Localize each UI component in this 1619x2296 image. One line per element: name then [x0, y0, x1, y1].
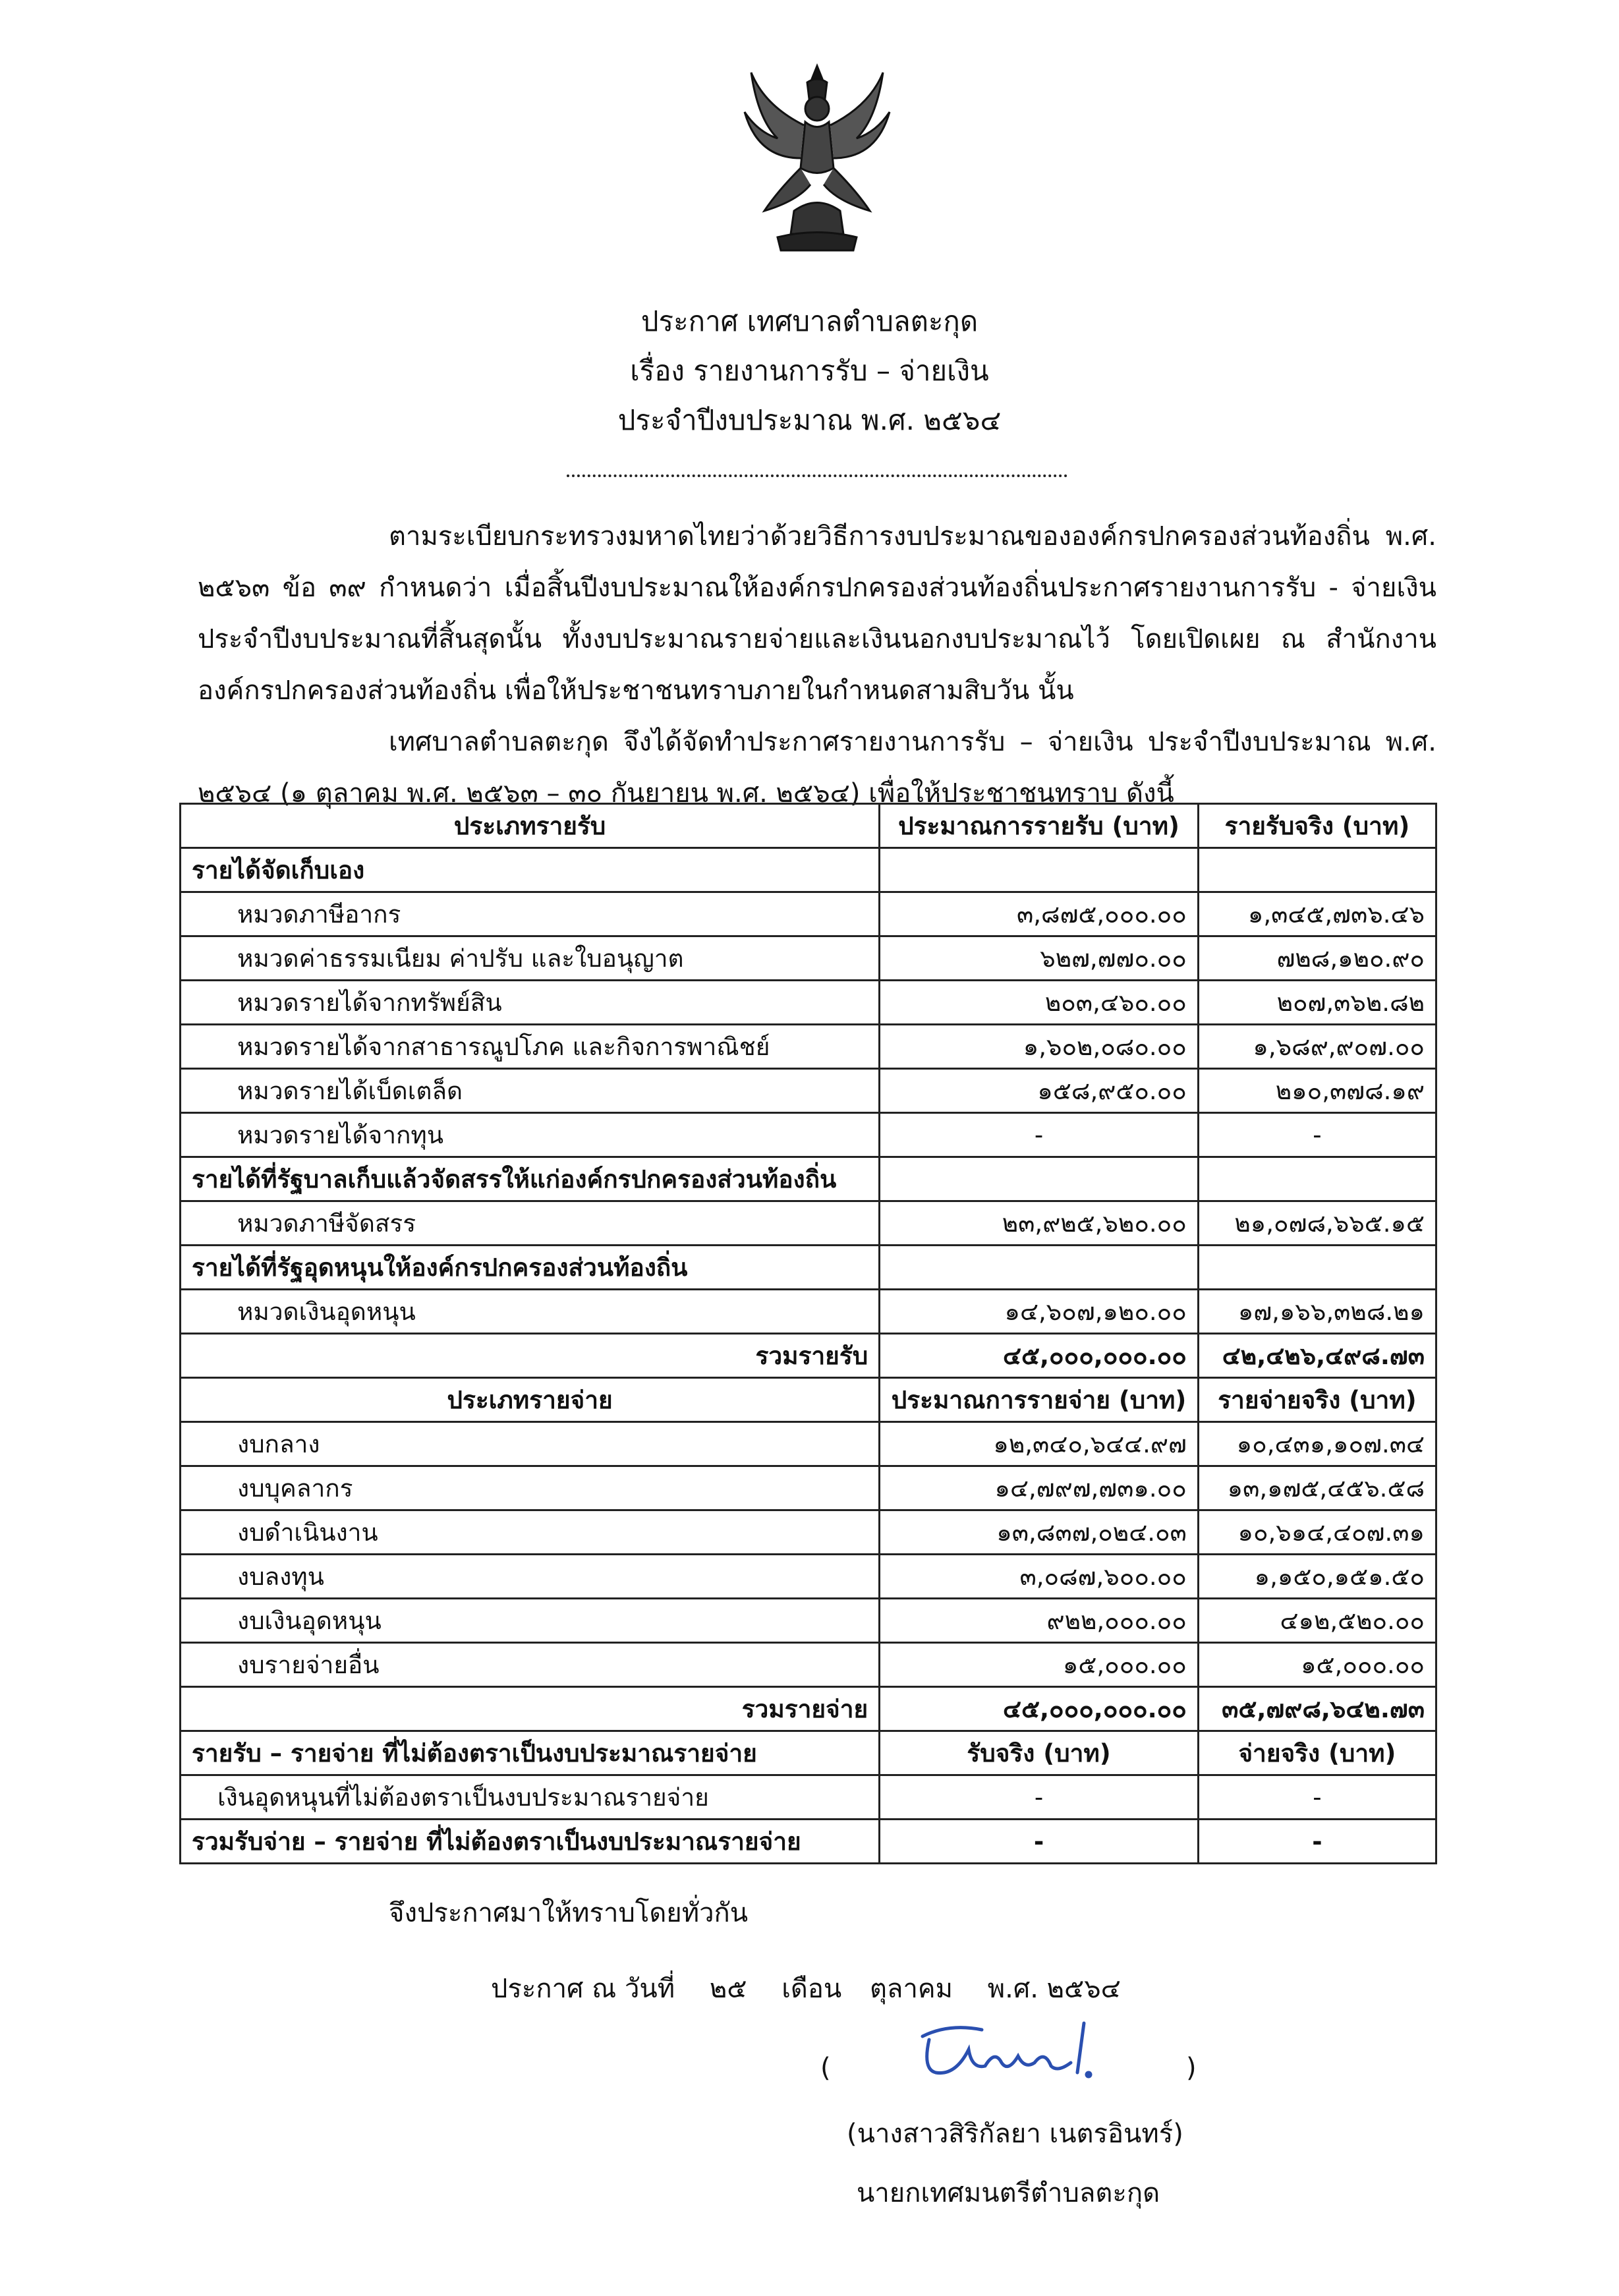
expense-estimate-header: ประมาณการรายจ่าย (บาท) [880, 1378, 1199, 1422]
row-name: งบเงินอุดหนุน [181, 1599, 880, 1643]
row-estimate: ๑๕๘,๙๕๐.๐๐ [880, 1069, 1199, 1113]
table-row [181, 981, 1436, 1025]
row-name: งบรายจ่ายอื่น [181, 1643, 880, 1687]
row-actual: ๗๒๘,๑๒๐.๙๐ [1198, 936, 1436, 981]
expense-type-header: ประเภทรายจ่าย [181, 1378, 880, 1422]
group-label: รายได้ที่รัฐอุดหนุนให้องค์กรปกครองส่วนท้องถิ่น [181, 1246, 880, 1290]
total-actual: ๓๕,๗๙๘,๖๔๒.๗๓ [1198, 1687, 1436, 1731]
table-row [181, 1201, 1436, 1246]
table-row [181, 1555, 1436, 1599]
signer-name: (นางสาวสิริกัลยา เนตรอินทร์) [847, 2119, 1183, 2149]
row-actual: ๔๑๒,๕๒๐.๐๐ [1198, 1599, 1436, 1643]
budget-table [179, 803, 1437, 1864]
row-name: หมวดรายได้จากทุน [181, 1113, 880, 1157]
row-received: - [880, 1775, 1199, 1820]
nonbudget-received-header: รับจริง (บาท) [880, 1731, 1199, 1775]
row-name: หมวดภาษีจัดสรร [181, 1201, 880, 1246]
row-actual: - [1198, 1113, 1436, 1157]
row-estimate: ๓,๐๘๗,๖๐๐.๐๐ [880, 1555, 1199, 1599]
group-label: รายได้จัดเก็บเอง [181, 848, 880, 892]
row-actual: ๑,๖๘๙,๙๐๗.๐๐ [1198, 1025, 1436, 1069]
row-name: หมวดค่าธรรมเนียม ค่าปรับ และใบอนุญาต [181, 936, 880, 981]
handwritten-signature [909, 2010, 1127, 2089]
table-row [181, 1025, 1436, 1069]
date-prefix: ประกาศ ณ วันที่ [491, 1974, 675, 2004]
garuda-emblem-icon [738, 59, 896, 257]
total-received: - [880, 1820, 1199, 1864]
date-month: ตุลาคม [869, 1974, 953, 2004]
table-row [181, 892, 1436, 936]
row-actual: ๑,๑๕๐,๑๕๑.๕๐ [1198, 1555, 1436, 1599]
row-name: หมวดเงินอุดหนุน [181, 1290, 880, 1334]
income-total-row [181, 1334, 1436, 1378]
income-estimate-header: ประมาณการรายรับ (บาท) [880, 804, 1199, 848]
table-row [181, 1643, 1436, 1687]
row-estimate: ๖๒๗,๗๗๐.๐๐ [880, 936, 1199, 981]
row-estimate: ๑,๖๐๒,๐๘๐.๐๐ [880, 1025, 1199, 1069]
row-estimate: ๒๐๓,๔๖๐.๐๐ [880, 981, 1199, 1025]
row-actual: ๒๐๗,๓๖๒.๘๒ [1198, 981, 1436, 1025]
row-estimate: ๑๔,๗๙๗,๗๓๑.๐๐ [880, 1466, 1199, 1510]
table-row [181, 1113, 1436, 1157]
table-row [181, 1290, 1436, 1334]
row-name: หมวดรายได้จากทรัพย์สิน [181, 981, 880, 1025]
body-paragraph-2: เทศบาลตำบลตะกุด จึงได้จัดทำประกาศรายงานการรับ – จ่ายเงิน ประจำปีงบประมาณ พ.ศ. ๒๕๖๔ (๑ ตุลาคม พ.ศ. ๒๕๖๓ – ๓๐ กันยายน พ.ศ. ๒๕๖๔) เพื่อให้ประชาชนทราบ ดังนี้ [198, 727, 1436, 809]
total-actual: ๔๒,๔๒๖,๔๙๘.๗๓ [1198, 1334, 1436, 1378]
announcement-title: ประกาศ เทศบาลตำบลตะกุด [640, 305, 979, 337]
row-name: งบดำเนินงาน [181, 1510, 880, 1555]
income-type-header: ประเภทรายรับ [181, 804, 880, 848]
group-label: รายได้ที่รัฐบาลเก็บแล้วจัดสรรให้แก่องค์กรปกครองส่วนท้องถิ่น [181, 1157, 880, 1201]
table-row [181, 1775, 1436, 1820]
signature-open-paren: ( [820, 2053, 831, 2083]
announcement-date [491, 1967, 1121, 2009]
total-estimate: ๔๕,๐๐๐,๐๐๐.๐๐ [880, 1687, 1199, 1731]
row-name: หมวดภาษีอากร [181, 892, 880, 936]
signature-close-paren: ) [1186, 2053, 1197, 2083]
income-header-row [181, 804, 1436, 848]
row-actual: ๑๗,๑๖๖,๓๒๘.๒๑ [1198, 1290, 1436, 1334]
row-name: งบบุคลากร [181, 1466, 880, 1510]
row-actual: ๒๑,๐๗๘,๖๖๕.๑๕ [1198, 1201, 1436, 1246]
table-row [181, 1422, 1436, 1466]
row-estimate: ๑๓,๘๓๗,๐๒๔.๐๓ [880, 1510, 1199, 1555]
row-name: หมวดรายได้จากสาธารณูปโภค และกิจการพาณิชย์ [181, 1025, 880, 1069]
row-estimate: ๑๒,๓๔๐,๖๔๔.๙๗ [880, 1422, 1199, 1466]
nonbudget-type-header: รายรับ – รายจ่าย ที่ไม่ต้องตราเป็นงบประมาณรายจ่าย [181, 1731, 880, 1775]
row-actual: ๑๐,๖๑๔,๔๐๗.๓๑ [1198, 1510, 1436, 1555]
dotted-divider [567, 474, 1067, 477]
date-month-label: เดือน [781, 1974, 842, 2004]
row-estimate: ๑๔,๖๐๗,๑๒๐.๐๐ [880, 1290, 1199, 1334]
table-row [181, 1466, 1436, 1510]
table-row [181, 1069, 1436, 1113]
table-row [181, 1510, 1436, 1555]
expense-header-row [181, 1378, 1436, 1422]
income-actual-header: รายรับจริง (บาท) [1198, 804, 1436, 848]
row-actual: ๑๐,๔๓๑,๑๐๗.๓๔ [1198, 1422, 1436, 1466]
total-label: รวมรายรับ [181, 1334, 880, 1378]
row-estimate: ๓,๘๗๕,๐๐๐.๐๐ [880, 892, 1199, 936]
closing-notice: จึงประกาศมาให้ทราบโดยทั่วกัน [389, 1898, 749, 1928]
table-row [181, 1599, 1436, 1643]
row-estimate: ๙๒๒,๐๐๐.๐๐ [880, 1599, 1199, 1643]
total-label: รวมรับจ่าย – รายจ่าย ที่ไม่ต้องตราเป็นงบประมาณรายจ่าย [181, 1820, 880, 1864]
row-estimate: ๒๓,๙๒๕,๖๒๐.๐๐ [880, 1201, 1199, 1246]
row-actual: ๑,๓๔๕,๗๓๖.๔๖ [1198, 892, 1436, 936]
row-actual: ๑๕,๐๐๐.๐๐ [1198, 1643, 1436, 1687]
group-row [181, 1246, 1436, 1290]
body-text [198, 511, 1436, 819]
announcement-fiscal-year: ประจำปีงบประมาณ พ.ศ. ๒๕๖๔ [617, 404, 1002, 436]
total-label: รวมรายจ่าย [181, 1687, 880, 1731]
row-actual: ๒๑๐,๓๗๘.๑๙ [1198, 1069, 1436, 1113]
row-name: เงินอุดหนุนที่ไม่ต้องตราเป็นงบประมาณรายจ่าย [181, 1775, 880, 1820]
row-name: งบกลาง [181, 1422, 880, 1466]
row-name: หมวดรายได้เบ็ดเตล็ด [181, 1069, 880, 1113]
expense-actual-header: รายจ่ายจริง (บาท) [1198, 1378, 1436, 1422]
total-paid: - [1198, 1820, 1436, 1864]
nonbudget-header-row [181, 1731, 1436, 1775]
row-actual: ๑๓,๑๗๕,๔๕๖.๕๘ [1198, 1466, 1436, 1510]
table-row [181, 936, 1436, 981]
group-row [181, 1157, 1436, 1201]
group-row [181, 848, 1436, 892]
row-estimate: - [880, 1113, 1199, 1157]
nonbudget-paid-header: จ่ายจริง (บาท) [1198, 1731, 1436, 1775]
signer-position: นายกเทศมนตรีตำบลตะกุด [857, 2178, 1160, 2208]
body-paragraph-1: ตามระเบียบกระทรวงมหาดไทยว่าด้วยวิธีการงบประมาณขององค์กรปกครองส่วนท้องถิ่น พ.ศ. ๒๕๖๓ ข้อ ๓๙ กำหนดว่า เมื่อสิ้นปีงบประมาณให้องค์กรปกครองส่วนท้องถิ่นประกาศรายงานการรับ - จ่ายเงิน ประจำปีงบประมาณที่สิ้นสุดนั้น ทั้งงบประมาณรายจ่ายและเงินนอกงบประมาณไว้ โดยเปิดเผย ณ สำนักงานองค์กรปกครองส่วนท้องถิ่น เพื่อให้ประชาชนทราบภายในกำหนดสามสิบวัน นั้น [198, 521, 1436, 706]
announcement-subject: เรื่อง รายงานการรับ – จ่ายเงิน [630, 355, 989, 387]
expense-total-row [181, 1687, 1436, 1731]
nonbudget-total-row [181, 1820, 1436, 1864]
row-paid: - [1198, 1775, 1436, 1820]
row-name: งบลงทุน [181, 1555, 880, 1599]
row-estimate: ๑๕,๐๐๐.๐๐ [880, 1643, 1199, 1687]
date-day: ๒๕ [709, 1974, 747, 2004]
date-year: พ.ศ. ๒๕๖๔ [987, 1974, 1121, 2004]
total-estimate: ๔๕,๐๐๐,๐๐๐.๐๐ [880, 1334, 1199, 1378]
